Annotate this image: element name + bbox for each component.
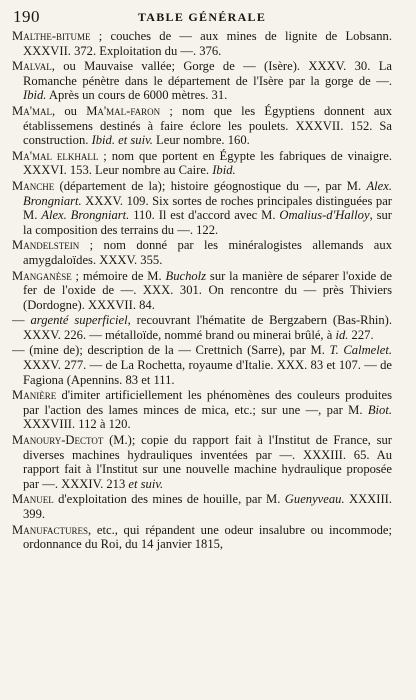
entry-text: Après un cours de 6000 mètres. 31. (46, 88, 228, 103)
index-entry (12, 149, 392, 178)
entry-headword: Mandelstein (12, 238, 80, 253)
entry-headword: Manufactures (12, 522, 89, 537)
entry-headword: Manoury-Dectot (12, 433, 104, 448)
page-number: 190 (13, 7, 40, 26)
entry-text: 110. Il est d'accord avec M. (129, 208, 280, 223)
entry-text: — (mine de); description de la — Crettnich (Sarre), par M. (12, 343, 330, 358)
entry-italic-text: Ibid. (23, 88, 47, 103)
entry-text: (département de la); histoire géognostique du —, par M. (54, 178, 367, 193)
index-entry (12, 104, 392, 148)
entry-italic-text: Omalius-d'Halloy (279, 208, 370, 223)
entry-text: Leur nombre. 160. (152, 133, 250, 148)
entry-italic-text: Biot. (367, 402, 392, 417)
entry-text: , etc., qui répandent une odeur insalubre ou incommode; ordonnance du Roi, du 14 janvier 1815, (23, 522, 392, 552)
index-entry (12, 523, 392, 552)
entry-text: XXXVIII. 112 à 120. (23, 417, 131, 432)
entry-text: d'exploitation des mines de houille, par M. (53, 492, 285, 507)
running-title: TABLE GÉNÉRALE (137, 10, 267, 24)
entry-headword: Manche (12, 178, 55, 193)
index-entry (12, 492, 392, 521)
entry-italic-text: argenté superficiel (30, 313, 128, 328)
page-header (12, 6, 392, 28)
entry-text: XXXIII. 399. (23, 492, 392, 521)
entry-headword: Manganèse (12, 268, 72, 283)
index-entry (12, 179, 392, 237)
entry-text: , ou Mauvaise vallée; Gorge de — (Isère). XXXV. 30. La Romanche pénètre dans le département de l'Isère par la gorge de —. (23, 59, 392, 88)
index-entry (12, 433, 392, 491)
entry-text: XXXV. 277. — de La Rochetta, royaume d'Italie. XXX. 83 et 107. — de Fagiona (Apennins. 83 et 111. (23, 358, 392, 387)
index-entries (12, 29, 392, 552)
entry-italic-text: Alex. Brongniart. (23, 178, 392, 208)
entry-italic-text: et suiv. (128, 476, 164, 491)
entry-text: ; nom que portent en Égypte les fabriques de vinaigre. XXXVI. 153. Leur nombre au Caire. (23, 148, 392, 178)
entry-text: ; nom que les Égyptiens donnent aux établissemens destinés à faire éclore les poulets. XXXVII. 152. Sa construction. (23, 103, 392, 148)
index-entry (12, 269, 392, 313)
index-entry (12, 238, 392, 267)
entry-headword: Ma'mal-faron (86, 103, 161, 118)
entry-text: ; mémoire de M. (71, 268, 166, 283)
entry-headword: Manière (12, 388, 57, 403)
entry-italic-text: T. Calmelet. (329, 343, 393, 358)
entry-italic-text: Bucholz (165, 268, 207, 283)
entry-headword: Malthe-bitume (12, 29, 91, 43)
index-entry (12, 29, 392, 58)
entry-text: ; nom donné par les minéralogistes allemands aux amygdaloïdes. XXXV. 355. (23, 238, 392, 267)
entry-italic-text: Ibid. (212, 163, 236, 178)
index-entry (12, 343, 392, 387)
entry-italic-text: Guenyveau. (284, 492, 345, 507)
entry-text: 227. (348, 327, 374, 342)
index-entry (12, 388, 392, 432)
entry-headword: Ma'mal (12, 103, 52, 118)
entry-text: , sur la composition des terrains du —. 122. (23, 208, 392, 237)
entry-text: — (12, 313, 31, 328)
entry-text: sur la manière de séparer l'oxide de fer de l'oxide de —. XXX. 301. On rencontre du — près Thiviers (Dordogne). XXXVII. 84. (23, 268, 392, 312)
entry-text: , ou (51, 103, 87, 118)
entry-text: (M.); copie du rapport fait à l'Institut de France, sur diverses machines hydrauliques inventées par —. XXXIII. 65. Au rapport fait à l'Institut sur une nouvelle machine hydraulique proposée par —. XXXIV. 213 (23, 433, 392, 491)
entry-headword: Manuel (12, 492, 54, 507)
entry-headword: Malval (12, 59, 52, 74)
entry-text: ; couches de — aux mines de lignite de Lobsann. XXXVII. 372. Exploitation du —. 376. (23, 29, 392, 58)
entry-headword: Ma'mal elkhall (12, 148, 99, 163)
entry-text: d'imiter artificiellement les phénomènes des couleurs produites par l'action des lames minces de mica, etc.; sur une —, par M. (23, 388, 392, 417)
index-entry (12, 59, 392, 103)
entry-italic-text: id. (335, 327, 349, 342)
entry-italic-text: Alex. Brongniart. (41, 208, 130, 223)
entry-italic-text: Ibid. et suiv. (91, 133, 153, 148)
index-entry (12, 313, 392, 342)
entry-text: , recouvrant l'hématite de Bergzabern (Bas-Rhin). XXXV. 226. — métalloïde, nommé brand ou minerai brûlé, à (23, 313, 393, 342)
entry-text: XXXV. 109. Six sortes de roches principales distinguées par M. (23, 193, 392, 223)
